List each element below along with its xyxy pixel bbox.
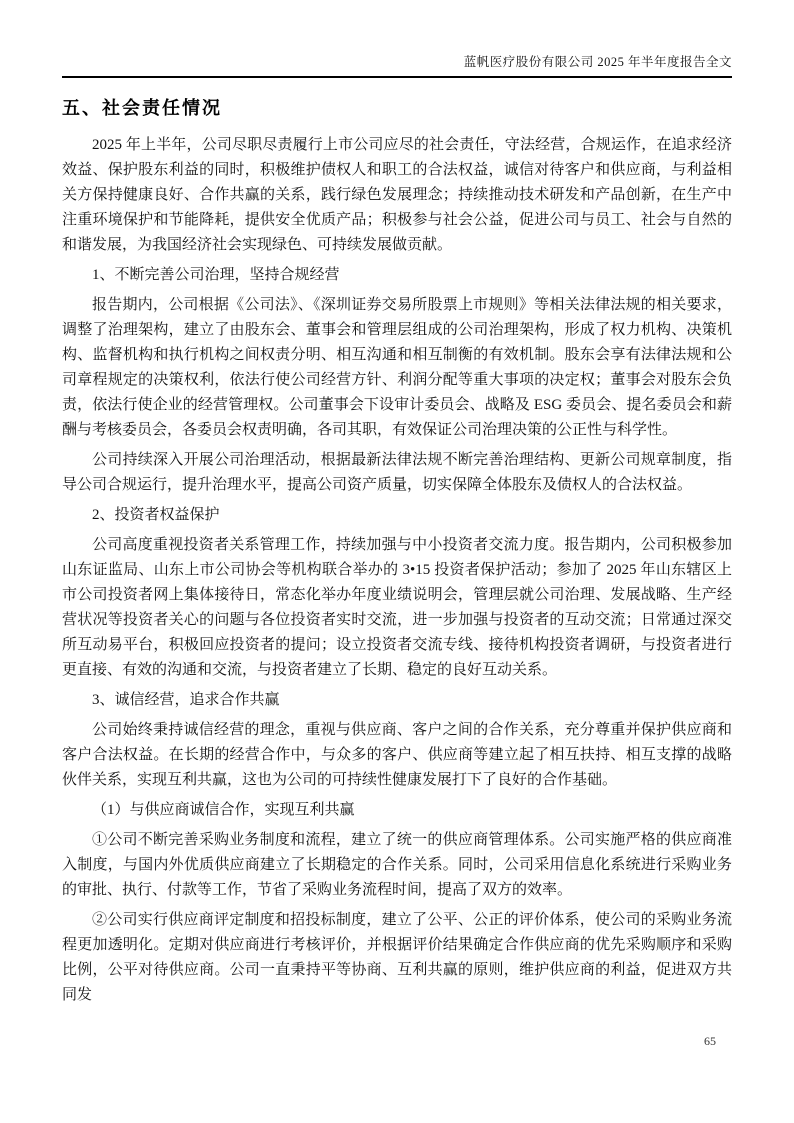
body-paragraph: 2025 年上半年，公司尽职尽责履行上市公司应尽的社会责任，守法经营，合规运作，在追求经济效益、保护股东利益的同时，积极维护债权人和职工的合法权益，诚信对待客户和供应商，与利益相关方保持健康良好、合作共赢的关系，践行绿色发展理念；持续推动技术研发和产品创新，在生产中注重环境保护和节能降耗，提供安全优质产品；积极参与社会公益，促进公司与员工、社会与自然的和谐发展，为我国经济社会实现绿色、可持续发展做贡献。 — [62, 137, 732, 253]
body-paragraph: 报告期内，公司根据《公司法》、《深圳证券交易所股票上市规则》等相关法律法规的相关要求，调整了治理架构，建立了由股东会、董事会和管理层组成的公司治理架构，形成了权力机构、决策机构、监督机构和执行机构之间权责分明、相互沟通和相互制衡的有效机制。股东会享有法律法规和公司章程规定的决策权利，依法行使公司经营方针、利润分配等重大事项的决定权；董事会对股东会负责，依法行使企业的经营管理权。公司董事会下设审计委员会、战略及 ESG 委员会、提名委员会和薪酬与考核委员会，各委员会权责明确，各司其职，有效保证公司治理决策的公正性与科学性。 — [62, 297, 732, 438]
page-number: 65 — [704, 1034, 716, 1048]
section-title: 五、社会责任情况 — [62, 98, 222, 118]
sub-heading: 2、投资者权益保护 — [92, 507, 220, 523]
header-divider-rule — [62, 76, 732, 78]
sub-heading: （1）与供应商诚信合作，实现互利共赢 — [92, 802, 355, 818]
report-header-text: 蓝帆医疗股份有限公司 2025 年半年度报告全文 — [463, 55, 732, 69]
body-paragraph: 公司持续深入开展公司治理活动，根据最新法律法规不断完善治理结构、更新公司规章制度，指导公司合规运行，提升治理水平，提高公司资产质量，切实保障全体股东及债权人的合法权益。 — [62, 452, 732, 493]
body-paragraph: ②公司实行供应商评定制度和招投标制度，建立了公平、公正的评价体系，使公司的采购业务流程更加透明化。定期对供应商进行考核评价，并根据评价结果确定合作供应商的优先采购顺序和采购比例，公平对待供应商。公司一直秉持平等协商、互利共赢的原则，维护供应商的利益，促进双方共同发 — [62, 912, 732, 1003]
document-body — [62, 133, 732, 1008]
body-paragraph: 公司始终秉持诚信经营的理念，重视与供应商、客户之间的合作关系，充分尊重并保护供应商和客户合法权益。在长期的经营合作中，与众多的客户、供应商等建立起了相互扶持、相互支撑的战略伙伴关系，实现互利共赢，这也为公司的可持续性健康发展打下了良好的合作基础。 — [62, 722, 732, 788]
sub-heading: 1、不断完善公司治理，坚持合规经营 — [92, 267, 340, 283]
body-paragraph: ①公司不断完善采购业务制度和流程，建立了统一的供应商管理体系。公司实施严格的供应商准入制度，与国内外优质供应商建立了长期稳定的合作关系。同时，公司采用信息化系统进行采购业务的审批、执行、付款等工作，节省了采购业务流程时间，提高了双方的效率。 — [62, 832, 732, 898]
body-paragraph: 公司高度重视投资者关系管理工作，持续加强与中小投资者交流力度。报告期内，公司积极参加山东证监局、山东上市公司协会等机构联合举办的 3•15 投资者保护活动；参加了 2025 年山东辖区上市公司投资者网上集体接待日，常态化举办年度业绩说明会，管理层就公司治理、发展战略、生产经营状况等投资者关心的问题与各位投资者实时交流，进一步加强与投资者的互动交流；日常通过深交所互动易平台，积极回应投资者的提问；设立投资者交流专线、接待机构投资者调研，与投资者进行更直接、有效的沟通和交流，与投资者建立了长期、稳定的良好互动关系。 — [62, 537, 732, 678]
sub-heading: 3、诚信经营，追求合作共赢 — [92, 692, 280, 708]
